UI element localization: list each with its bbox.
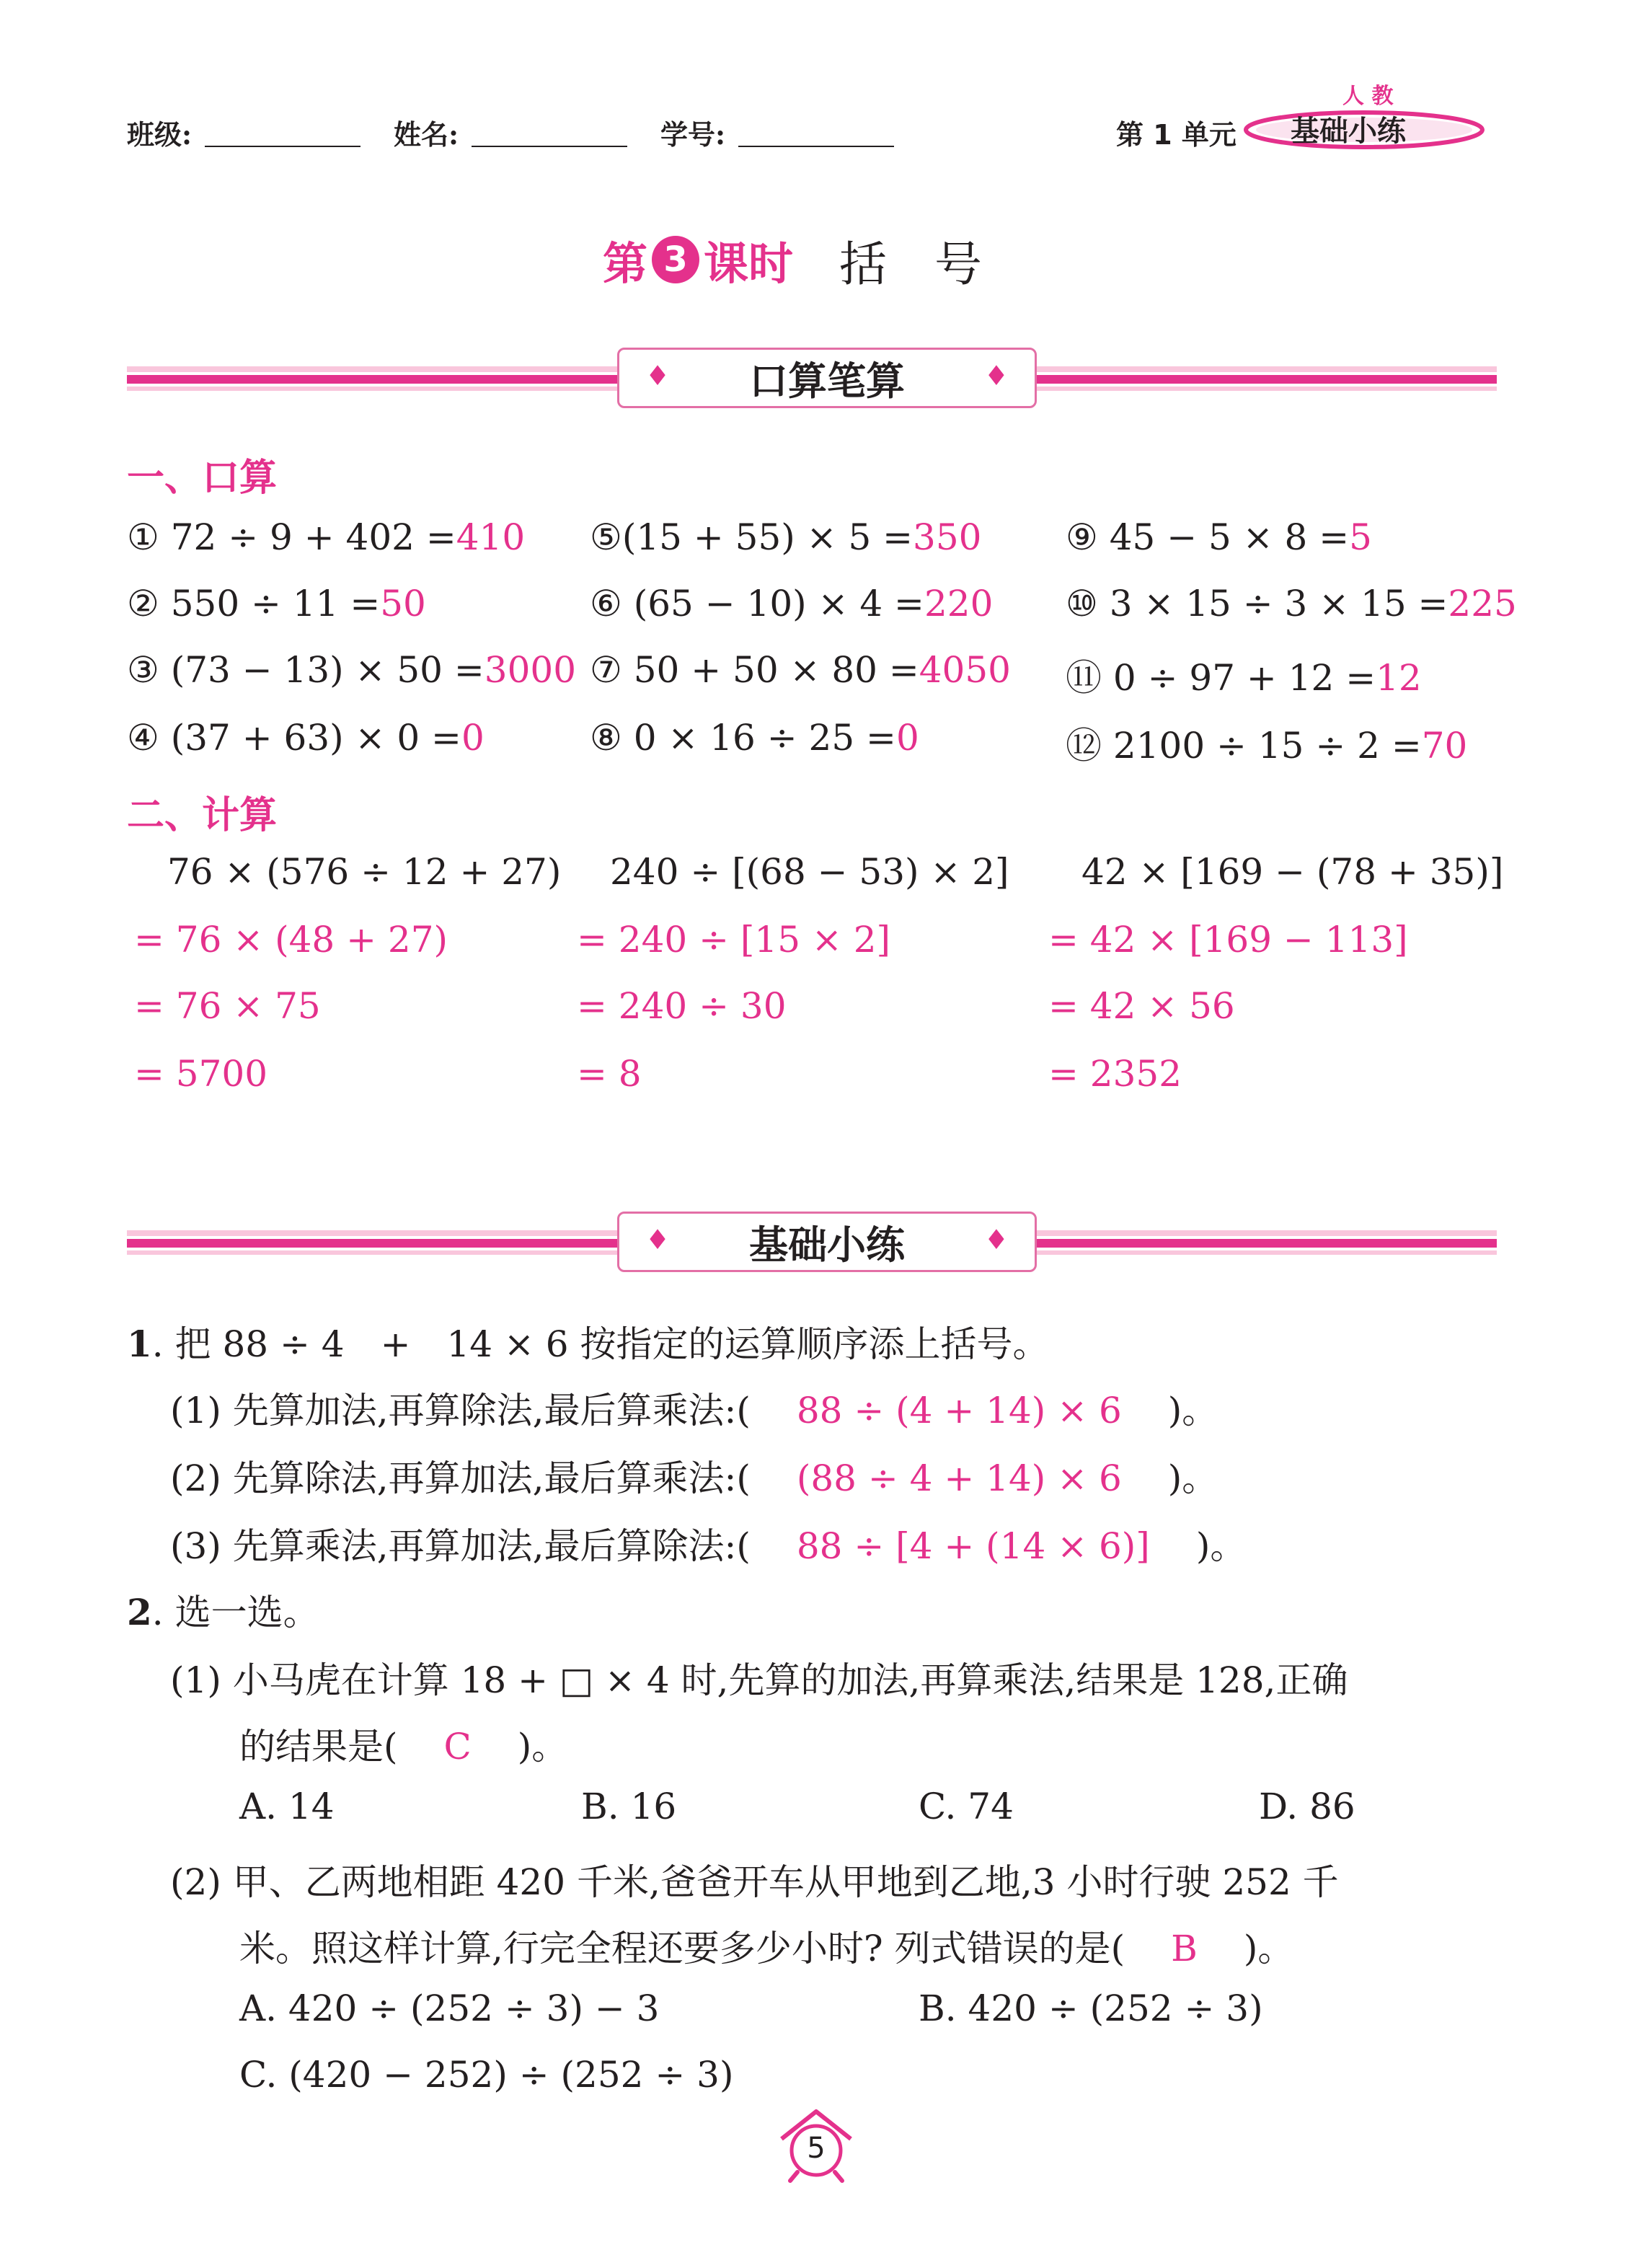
calc-1-step-3: = 5700 xyxy=(134,1053,268,1095)
section-title-box-2 xyxy=(617,1212,1037,1272)
calc-2-question: 240 ÷ [(68 − 53) × 2] xyxy=(610,851,1009,893)
lesson-number-badge: 3 xyxy=(652,236,699,283)
calc-3-question: 42 × [169 − (78 + 35)] xyxy=(1081,851,1504,893)
page-number: 5 xyxy=(807,2132,826,2165)
question-1-2: (2) 先算除法,再算加法,最后算乘法:( (88 ÷ 4 + 14) × 6 )。 xyxy=(170,1457,1218,1499)
class-blank[interactable] xyxy=(205,146,360,147)
calc-1-step-2: = 76 × 75 xyxy=(134,985,321,1027)
oral-item-7: ⑦ 50 + 50 × 80 =4050 xyxy=(590,649,1011,691)
question-2-1-line-2: 的结果是( C )。 xyxy=(239,1726,568,1768)
page-number-badge xyxy=(773,2106,859,2185)
oral-item-12: ⑫ 2100 ÷ 15 ÷ 2 =70 xyxy=(1066,725,1468,767)
section-title-1: 口算笔算 xyxy=(749,358,905,404)
section-title-box-1 xyxy=(617,348,1037,408)
calc-1-step-1: = 76 × (48 + 27) xyxy=(134,919,448,961)
question-1-3: (3) 先算乘法,再算加法,最后算除法:( 88 ÷ [4 + (14 × 6)] )。 xyxy=(170,1525,1247,1567)
student-id-label: 学号: xyxy=(660,118,726,151)
option-2-2-b: B. 420 ÷ (252 ÷ 3) xyxy=(919,1987,1263,2029)
diamond-icon: ♦ xyxy=(645,360,671,392)
oral-item-1: ① 72 ÷ 9 + 402 =410 xyxy=(127,516,526,558)
oral-item-6: ⑥ (65 − 10) × 4 =220 xyxy=(590,583,994,625)
name-blank[interactable] xyxy=(472,146,627,147)
oral-item-3: ③ (73 − 13) × 50 =3000 xyxy=(127,649,577,691)
calc-3-step-2: = 42 × 56 xyxy=(1048,985,1235,1027)
part2-heading: 二、计算 xyxy=(127,794,278,837)
class-label: 班级: xyxy=(127,118,193,151)
diamond-icon: ♦ xyxy=(645,1224,671,1256)
question-2-stem: 2. 选一选。 xyxy=(127,1591,319,1633)
section-title-2: 基础小练 xyxy=(749,1222,905,1268)
oral-item-5: ⑤(15 + 55) × 5 =350 xyxy=(590,516,982,558)
part1-heading: 一、口算 xyxy=(127,456,278,500)
question-2-2-line-2: 米。照这样计算,行完全程还要多少小时? 列式错误的是( B )。 xyxy=(239,1928,1294,1969)
oral-item-11: ⑪ 0 ÷ 97 + 12 =12 xyxy=(1066,657,1422,699)
oral-item-8: ⑧ 0 × 16 ÷ 25 =0 xyxy=(590,717,919,759)
question-2-2-line-1: (2) 甲、乙两地相距 420 千米,爸爸开车从甲地到乙地,3 小时行驶 252 千 xyxy=(170,1861,1339,1903)
calc-3-step-3: = 2352 xyxy=(1048,1053,1182,1095)
calc-2-step-3: = 8 xyxy=(577,1053,642,1095)
oral-item-4: ④ (37 + 63) × 0 =0 xyxy=(127,717,485,759)
option-2-2-a: A. 420 ÷ (252 ÷ 3) − 3 xyxy=(239,1987,660,2029)
option-2-1-b: B. 16 xyxy=(581,1786,677,1827)
calc-1-question: 76 × (576 ÷ 12 + 27) xyxy=(167,851,562,893)
badge-main-text: 基础小练 xyxy=(1291,115,1406,148)
question-1-1: (1) 先算加法,再算除法,最后算乘法:( 88 ÷ (4 + 14) × 6 )。 xyxy=(170,1390,1218,1431)
question-2-1-line-1: (1) 小马虎在计算 18 + □ × 4 时,先算的加法,再算乘法,结果是 128,正确 xyxy=(170,1659,1348,1701)
option-2-1-a: A. 14 xyxy=(239,1786,335,1827)
option-2-2-c: C. (420 − 252) ÷ (252 ÷ 3) xyxy=(239,2054,734,2096)
calc-2-step-1: = 240 ÷ [15 × 2] xyxy=(577,919,891,961)
student-id-blank[interactable] xyxy=(738,146,894,147)
question-1-stem: 1. 把 88 ÷ 4 + 14 × 6 按指定的运算顺序添上括号。 xyxy=(127,1323,1049,1365)
oral-item-10: ⑩ 3 × 15 ÷ 3 × 15 =225 xyxy=(1066,583,1517,625)
lesson-prefix: 第 xyxy=(603,237,648,290)
diamond-icon: ♦ xyxy=(983,1224,1009,1256)
badge-top-text: 人 教 xyxy=(1342,84,1394,109)
lesson-topic: 括 号 xyxy=(839,236,983,292)
unit-label: 第 1 单元 xyxy=(1116,119,1237,151)
lesson-title xyxy=(603,231,983,292)
option-2-1-d: D. 86 xyxy=(1259,1786,1355,1827)
oral-item-2: ② 550 ÷ 11 =50 xyxy=(127,583,426,625)
calc-2-step-2: = 240 ÷ 30 xyxy=(577,985,787,1027)
name-label: 姓名: xyxy=(394,118,459,151)
series-badge xyxy=(1240,84,1492,156)
option-2-1-c: C. 74 xyxy=(919,1786,1014,1827)
diamond-icon: ♦ xyxy=(983,360,1009,392)
lesson-suffix: 课时 xyxy=(704,237,794,290)
oral-item-9: ⑨ 45 − 5 × 8 =5 xyxy=(1066,516,1372,558)
calc-3-step-1: = 42 × [169 − 113] xyxy=(1048,919,1408,961)
